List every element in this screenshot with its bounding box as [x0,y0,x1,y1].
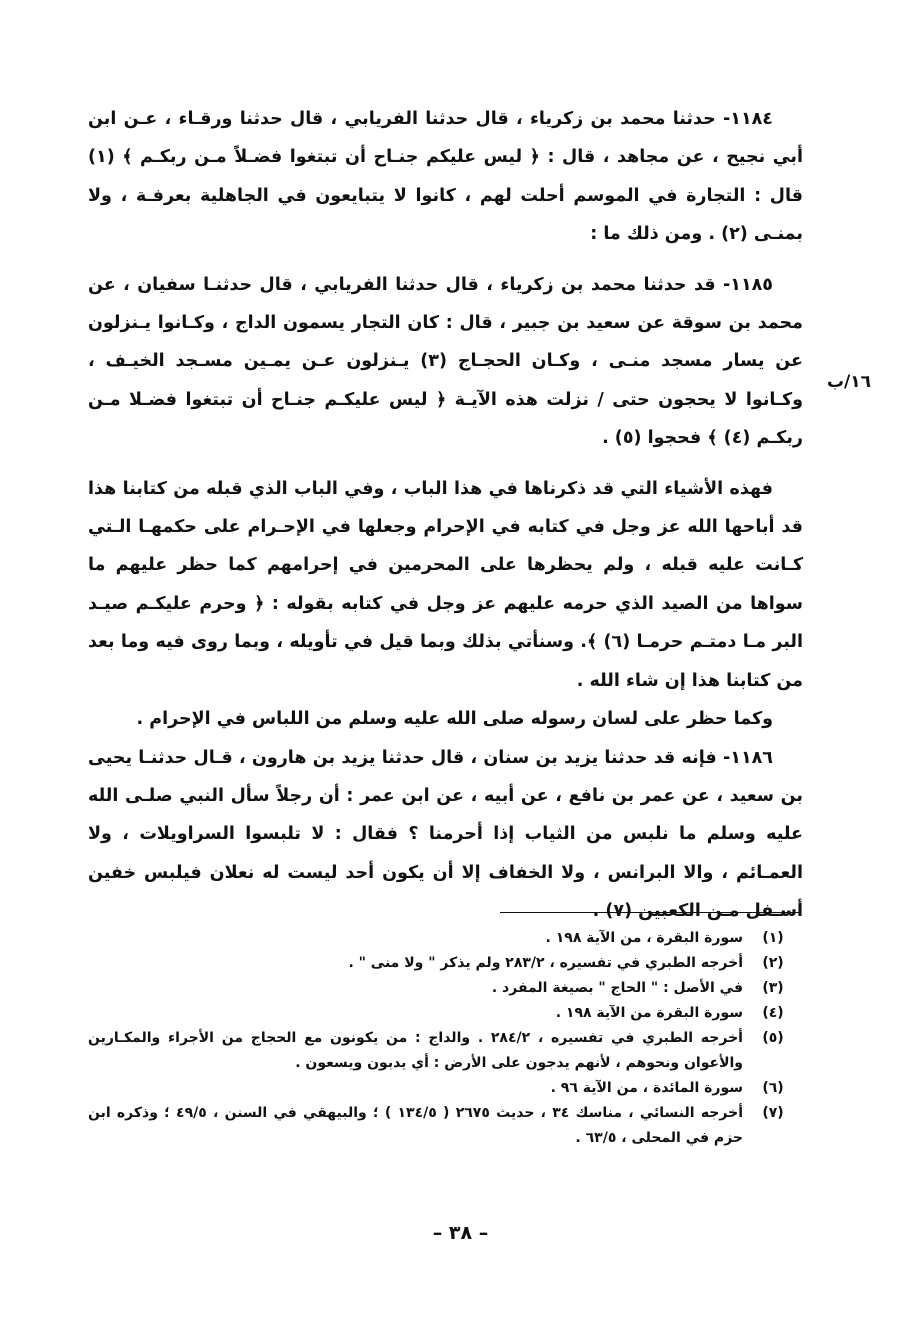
footnote-text: في الأصل : " الحاج " بصيغة المفرد . [491,980,743,996]
footnote-number: (٧) [762,1105,784,1121]
footnote-item [88,1076,803,1101]
paragraph-clothing: وكما حظر على لسان رسوله صلى الله عليه وسلم من اللباس في الإحرام . [136,709,773,730]
footnote-number: (٢) [762,955,784,971]
footnote-number: (٣) [762,980,784,996]
footnote-text: أخرجه النسائي ، مناسك ٣٤ ، حديث ٢٦٧٥ ( ١٣٤/٥ ) ؛ والبيهقي في السنن ، ٤٩/٥ ؛ وذكره ابن حزم في المحلى ، ٦٣/٥ . [88,1105,743,1146]
footnote-item [88,1101,803,1151]
footnote-text: أخرجه الطبري في تفسيره ، ٢٨٣/٢ ولم يذكر " ولا منى " . [348,955,743,971]
footnotes [88,926,803,1151]
paragraph-1185: ١١٨٥- قد حدثنا محمد بن زكرياء ، قال حدثنا الفريابي ، قال حدثنـا سفيان ، عن محمد بن سوقة عن سعيد بن جبير ، قال : كان التجار يسمون الداج ، وكـانوا يـنزلون عن يسار مسجد منـى ، وكـان الحجـاج (٣) يـنزلون عـن يمـين مسـجد الخيـف ، وكـانوا لا يحجون حتى / نزلت هذه الآيـة ﴿ ليس عليكـم جنـاح أن تبتغوا فضـلا مـن ربكـم (٤) ﴾ فحجوا (٥) . [88,274,803,449]
footnote-number: (١) [762,930,784,946]
paragraph-commentary: فهذه الأشياء التي قد ذكرناها في هذا الباب ، وفي الباب الذي قبله من كتابنا هذا قد أباحها الله عز وجل في كتابه في الإحرام وجعلها في الإحـرام على حكمهـا الـتي كـانت عليه قبله ، ولم يحظرها على المحرمين في إحرامهم كما حظر عليهم ما سواها من الصيد الذي حرمه عليهم عز وجل في كتابه بقوله : ﴿ وحرم عليكـم صيـد البر مـا دمتـم حرمـا (٦) ﴾. وسنأتي بذلك وبما قيل في تأويله ، وبما روى فيه وما بعد من كتابنا هذا إن شاء الله . [88,478,803,691]
margin-folio-note: ١٦/ب [826,372,872,392]
paragraph-1186: ١١٨٦- فإنه قد حدثنا يزيد بن سنان ، قال حدثنا يزيد بن هارون ، قـال حدثنـا يحيى بن سعيد ، عن عمر بن نافع ، عن أبيه ، عن ابن عمر : أن رجلاً سأل النبي صلـى الله عليه وسلم ما نلبس من الثياب إذا أحرمنا ؟ فقال : لا تلبسوا السراويلات ، ولا العمـائم ، والا البرانس ، ولا الخفاف إلا أن يكون أحد ليست له نعلان فيلبس خفين أسـفل مـن الكعبين (٧) . [88,747,803,922]
footnote-text: سورة المائدة ، من الآية ٩٦ . [550,1080,743,1096]
page-number: – ٣٨ – [432,1222,489,1244]
footnote-item [88,1001,803,1026]
footnote-number: (٥) [762,1030,784,1046]
footnote-item [88,976,803,1001]
footnote-text: سورة البقرة من الآية ١٩٨ . [555,1005,743,1021]
paragraph-1184: ١١٨٤- حدثنا محمد بن زكرياء ، قال حدثنا الفريابي ، قال حدثنا ورقـاء ، عـن ابن أبي نجيح ، عن مجاهد ، قال : ﴿ ليس عليكم جنـاح أن تبتغوا فضـلاً مـن ربكـم ﴾ (١) قال : التجارة في الموسم أحلت لهم ، كانوا لا يتبايعون في الجاهلية بعرفـة ، ولا بمنـى (٢) . ومن ذلك ما : [88,109,803,245]
footnote-item [88,951,803,976]
main-text [88,100,803,931]
footnote-text: أخرجه الطبري في تفسيره ، ٢٨٤/٢ . والداج : من يكونون مع الحجاج من الأجراء والمكـارين والأعوان ونحوهم ، لأنهم يدجون على الأرض : أي يدبون ويسعون . [88,1030,743,1071]
footnote-item [88,926,803,951]
footnote-text: سورة البقرة ، من الآية ١٩٨ . [545,930,743,946]
footnote-number: (٦) [762,1080,784,1096]
footnote-item [88,1026,803,1076]
footnote-number: (٤) [762,1005,784,1021]
footnote-separator [500,912,800,913]
